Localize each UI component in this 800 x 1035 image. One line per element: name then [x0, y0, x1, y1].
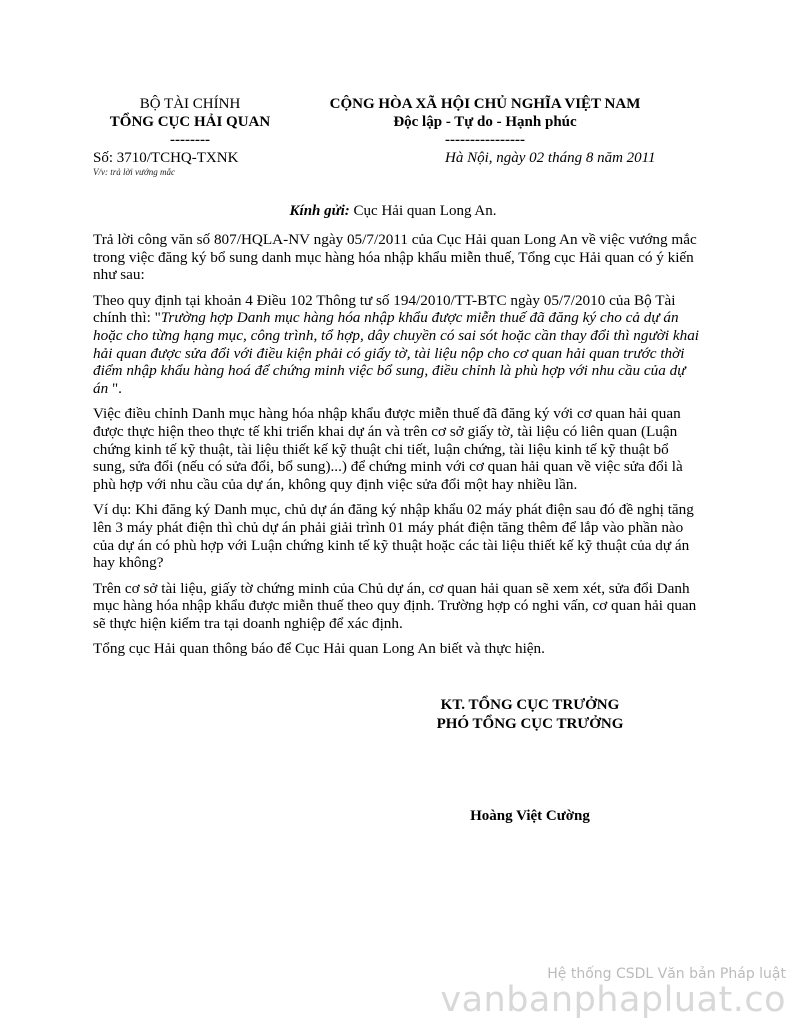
nation-title: CỘNG HÒA XÃ HỘI CHỦ NGHĨA VIỆT NAM	[329, 96, 641, 112]
signature-line-2: PHÓ TỔNG CỤC TRƯỞNG	[436, 716, 624, 732]
document-body	[93, 231, 703, 658]
document-subject: V/v: trả lời vướng mắc	[93, 167, 175, 177]
paragraph-2-tail: ".	[108, 379, 122, 397]
paragraph-2	[93, 292, 703, 398]
signature-title	[400, 696, 660, 734]
paragraph-6: Tổng cục Hải quan thông báo để Cục Hải quan Long An biết và thực hiện.	[93, 640, 545, 658]
paragraph-3: Việc điều chỉnh Danh mục hàng hóa nhập khẩu được miễn thuế đã đăng ký với cơ quan hải quan được thực hiện theo thực tế khi triển khai dự án và trên cơ sở giấy tờ, tài liệu có liên quan (Luận chứng kinh tế kỹ thuật, tài liệu thiết kế kỹ thuật chi tiết, luận chứng, tài liệu kinh tế kỹ thuật bổ sung, sửa đổi (nếu có sửa đổi, bổ sung)...) để chứng minh với cơ quan hải quan về việc sửa đổi là phù hợp với nhu cầu của dự án, không quy định việc sửa đổi một hay nhiều lần.	[93, 405, 683, 493]
motto-divider: ----------------	[445, 132, 525, 148]
paragraph-2-quote: Trường hợp Danh mục hàng hóa nhập khẩu được miễn thuế đã đăng ký cho cả dự án hoặc cho từng hạng mục, công trình, tổ hợp, dây chuyền có sai sót hoặc cần thay đổi thì người khai hải quan được sửa đổi với điều kiện phải có giấy tờ, tài liệu nộp cho cơ quan hải quan trước thời điểm nhập khẩu hàng hoá để chứng minh việc bổ sung, điều chỉnh là phù hợp với nhu cầu của dự án	[93, 309, 700, 397]
watermark-site: vanbanphapluat.co	[440, 980, 786, 1020]
document-date: Hà Nội, ngày 02 tháng 8 năm 2011	[445, 150, 656, 166]
issuer-block	[80, 95, 300, 149]
paragraph-4: Ví dụ: Khi đăng ký Danh mục, chủ dự án đăng ký nhập khẩu 02 máy phát điện sau đó đề nghị tăng lên 3 máy phát điện thì chủ dự án phải giải trình 01 máy phát điện tăng thêm để lắp vào phần nào của dự án có phù hợp với Luận chứng kinh tế kỹ thuật hoặc các tài liệu thiết kế kỹ thuật của dự án hay không?	[93, 501, 694, 572]
paragraph-1: Trả lời công văn số 807/HQLA-NV ngày 05/7/2011 của Cục Hải quan Long An về việc vướng mắc trong việc đăng ký bổ sung danh mục hàng hóa nhập khẩu miễn thuế, Tổng cục Hải quan có ý kiến như sau:	[93, 231, 697, 284]
document-number: Số: 3710/TCHQ-TXNK	[93, 150, 239, 166]
issuer-divider: --------	[170, 132, 210, 148]
watermark-caption: Hệ thống CSDL Văn bản Pháp luật	[547, 966, 786, 982]
recipient-name: Cục Hải quan Long An.	[353, 203, 497, 219]
recipient-line	[93, 203, 693, 220]
signer-name: Hoàng Việt Cường	[470, 808, 590, 824]
signature-line-1: KT. TỔNG CỤC TRƯỞNG	[440, 697, 620, 713]
paragraph-2-lead: Theo quy định tại khoản 4 Điều 102 Thông tư số 194/2010/TT-BTC ngày 05/7/2010 của Bộ Tài chính thì: "	[93, 291, 676, 327]
recipient-label: Kính gửi:	[289, 203, 350, 219]
ministry-name: BỘ TÀI CHÍNH	[139, 96, 241, 112]
department-name: TỔNG CỤC HẢI QUAN	[109, 114, 271, 130]
national-title-block	[300, 95, 670, 149]
motto: Độc lập - Tự do - Hạnh phúc	[393, 114, 577, 130]
paragraph-5: Trên cơ sở tài liệu, giấy tờ chứng minh của Chủ dự án, cơ quan hải quan sẽ xem xét, sửa đổi Danh mục hàng hóa nhập khẩu được miễn thuế theo quy định. Trường hợp có nghi vấn, cơ quan hải quan sẽ thực hiện kiểm tra tại doanh nghiệp để xác định.	[93, 579, 697, 632]
